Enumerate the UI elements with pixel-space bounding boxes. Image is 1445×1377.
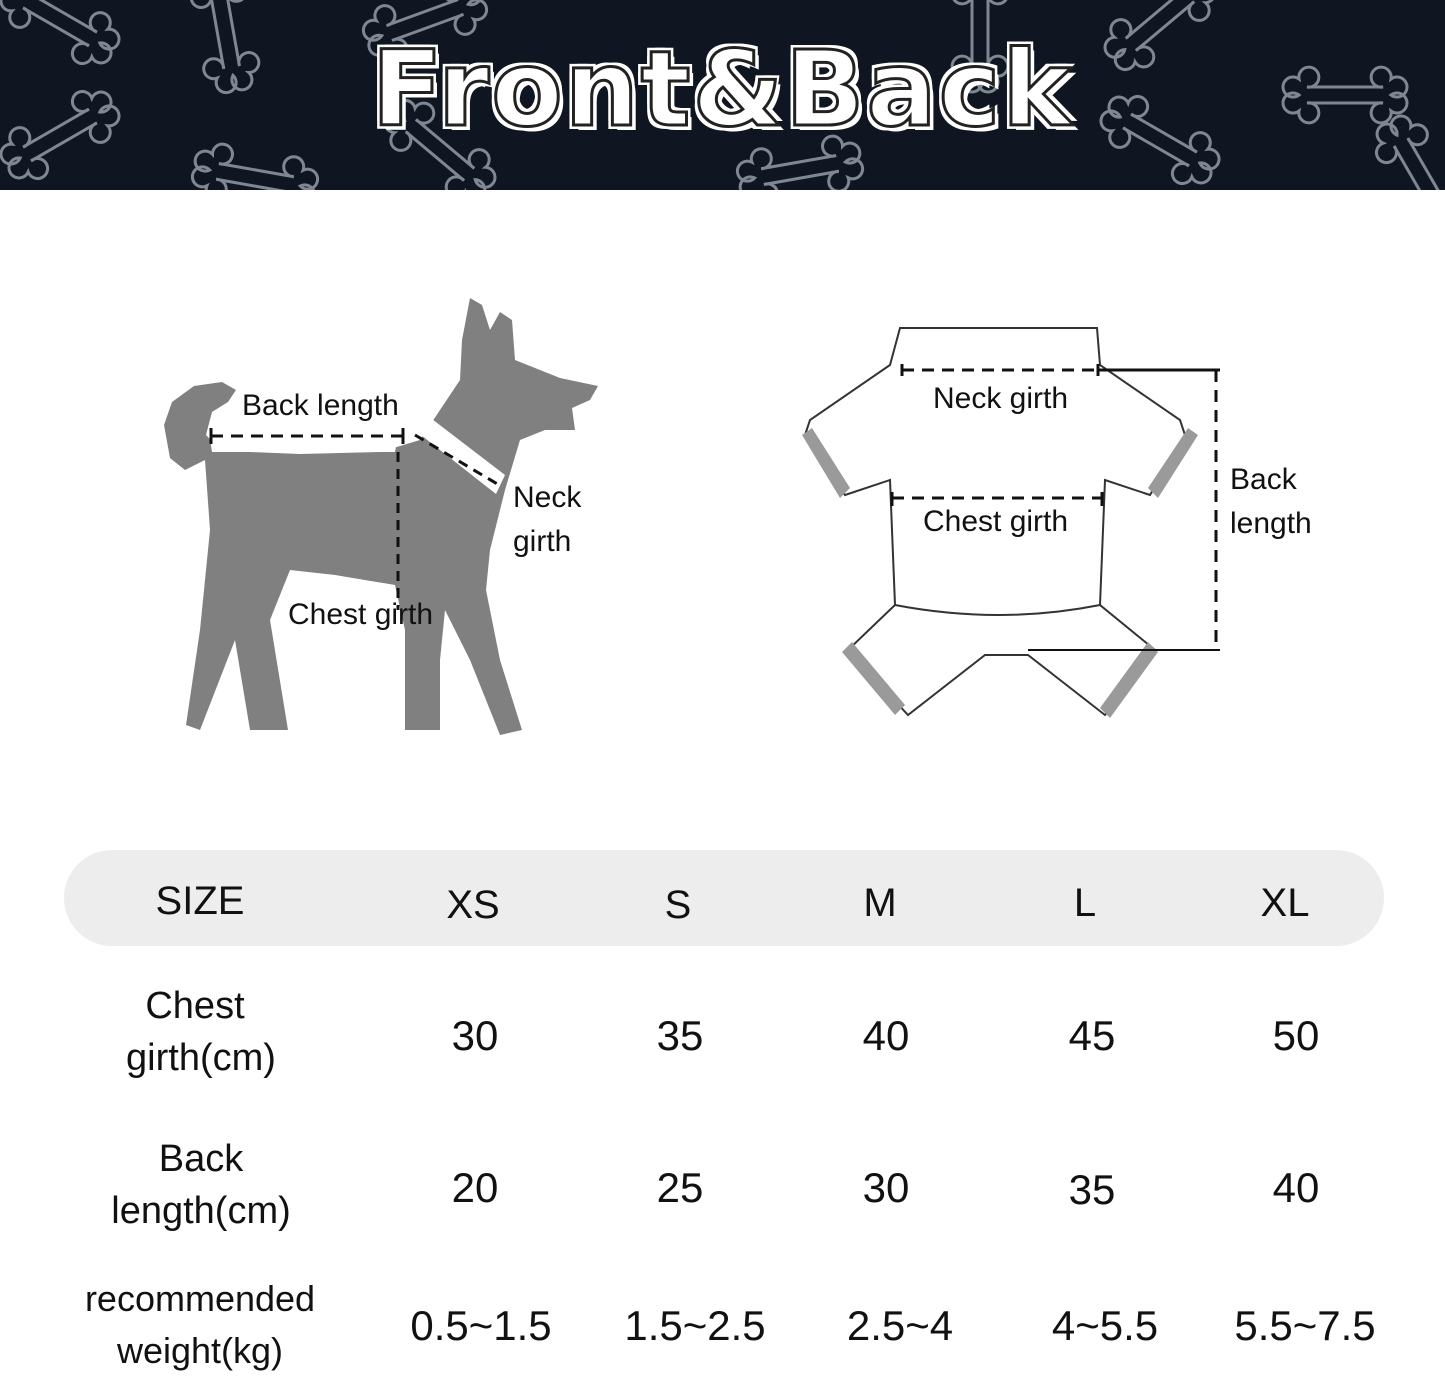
table-cell: 20 (451, 1164, 499, 1211)
table-cell: 5.5~7.5 (1234, 1302, 1376, 1349)
row-label-weight-line1: recommended (84, 1278, 316, 1319)
row-label-weight-line2: weight(kg) (116, 1330, 284, 1371)
table-cell: 4~5.5 (1051, 1302, 1159, 1349)
table-cell: 35 (656, 1012, 704, 1059)
row-label-chest-line1: Chest (145, 985, 245, 1027)
table-cell: 0.5~1.5 (410, 1302, 552, 1349)
dog-back-length-label: Back length (242, 389, 399, 422)
table-cell: 1.5~2.5 (624, 1302, 766, 1349)
header-m: M (863, 881, 897, 925)
dog-neck-girth-label-line2: girth (513, 525, 572, 558)
table-cell: 50 (1272, 1012, 1320, 1059)
row-label-back-line1: Back (158, 1138, 244, 1180)
header-xl: XL (1260, 881, 1310, 925)
measurement-diagrams (0, 190, 1445, 840)
garment-neck-girth-label: Neck girth (933, 382, 1069, 415)
table-cell: 30 (862, 1164, 910, 1211)
size-table (0, 850, 1445, 1375)
dog-chest-girth-label: Chest girth (288, 598, 434, 631)
garment-chest-girth-label: Chest girth (923, 505, 1069, 538)
header-size: SIZE (155, 879, 245, 923)
banner (0, 0, 1445, 190)
table-cell: 25 (656, 1164, 704, 1211)
table-cell: 45 (1068, 1012, 1116, 1059)
dog-silhouette-icon (0, 190, 720, 840)
row-label-chest-line2: girth(cm) (126, 1037, 276, 1079)
table-cell: 40 (862, 1012, 910, 1059)
header-s: S (664, 883, 692, 927)
table-cell: 2.5~4 (846, 1302, 954, 1349)
header-l: L (1073, 881, 1097, 925)
table-cell: 30 (451, 1012, 499, 1059)
dog-neck-girth-label-line1: Neck (513, 481, 582, 514)
table-cell: 40 (1272, 1164, 1320, 1211)
row-label-back-line2: length(cm) (111, 1190, 291, 1232)
header-xs: XS (446, 883, 500, 927)
garment-back-length-label-line1: Back (1230, 463, 1297, 496)
banner-title: Front&Back (371, 28, 1074, 150)
garment-back-length-label-line2: length (1230, 507, 1312, 540)
table-cell: 35 (1068, 1166, 1116, 1213)
